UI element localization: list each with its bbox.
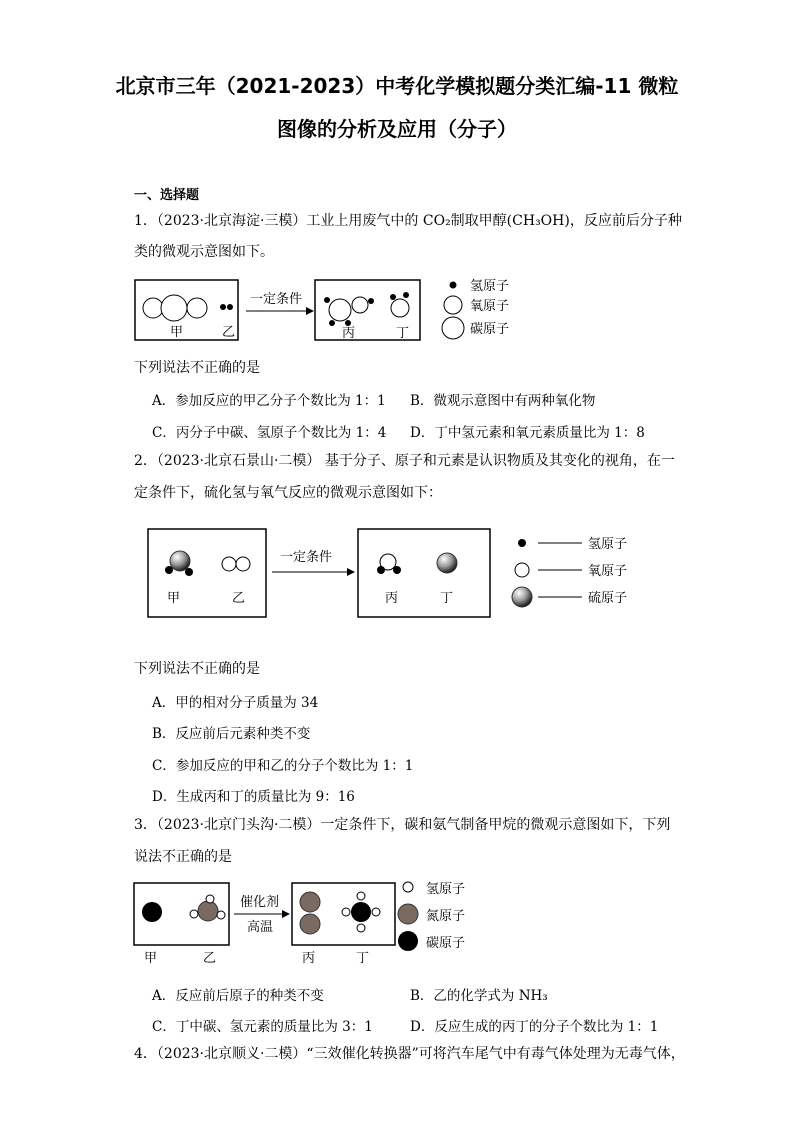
q1-option-c[interactable]: C．丙分子中碳、氢原子个数比为 1：4 — [152, 425, 387, 441]
q1-arrow-head — [306, 307, 314, 315]
q1-stem: 下列说法不正确的是 — [134, 360, 260, 376]
q3-legend-c-icon — [398, 931, 418, 951]
q3-option-d[interactable]: D．反应生成的丙丁的分子个数比为 1：1 — [410, 1019, 659, 1035]
q2-h2s-molecule — [165, 551, 193, 576]
q3-n2-molecule — [300, 892, 320, 934]
q3-option-a[interactable]: A．反应前后原子的种类不变 — [152, 988, 324, 1004]
q3-label-yi: 乙 — [203, 951, 217, 966]
q4-text-line1: 4．（2023·北京顺义·二模）“三效催化转换器”可将汽车尾气中有毒气体处理为无毒气体， — [134, 1046, 685, 1062]
q2-legend-s: 硫原子 — [588, 591, 628, 606]
q2-legend-h-icon — [518, 539, 526, 547]
q1-legend-h-icon — [450, 282, 457, 289]
q1-text-line2: 类的微观示意图如下。 — [134, 244, 274, 260]
q2-h2o-molecule — [377, 554, 401, 574]
q2-legend-h: 氢原子 — [588, 537, 628, 552]
q3-text-line1: 3．（2023·北京门头沟·二模）一定条件下，碳和氨气制备甲烷的微观示意图如下，下列 — [134, 817, 671, 833]
q3-legend-h-icon — [403, 882, 413, 892]
q1-condition: 一定条件 — [250, 292, 303, 307]
q3-option-c[interactable]: C．丁中碳、氢元素的质量比为 3：1 — [152, 1019, 373, 1035]
q2-option-c[interactable]: C．参加反应的甲和乙的分子个数比为 1：1 — [152, 758, 414, 774]
q1-legend-c-icon — [442, 317, 464, 339]
q3-legend-c: 碳原子 — [426, 936, 466, 951]
q2-label-jia: 甲 — [167, 591, 181, 606]
q3-option-b[interactable]: B．乙的化学式为 NH₃ — [410, 988, 548, 1004]
q2-option-b[interactable]: B．反应前后元素种类不变 — [152, 726, 311, 742]
q3-diagram — [130, 878, 490, 968]
q3-label-jia: 甲 — [144, 951, 158, 966]
q1-text-line1: 1．（2023·北京海淀·三模）工业上用废气中的 CO₂制取甲醇(CH₃OH)，反应前后分子种 — [134, 213, 682, 229]
q1-option-d[interactable]: D．丁中氢元素和氧元素质量比为 1：8 — [410, 425, 645, 441]
q3-text-line2: 说法不正确的是 — [134, 849, 232, 865]
q1-option-a[interactable]: A．参加反应的甲乙分子个数比为 1：1 — [152, 393, 386, 409]
q2-label-yi: 乙 — [232, 591, 246, 606]
q1-h2-molecule — [220, 304, 233, 310]
q3-heat: 高温 — [247, 920, 274, 935]
q2-diagram — [145, 525, 655, 625]
doc-title-line1: 北京市三年（2021-2023）中考化学模拟题分类汇编-11 微粒 — [115, 74, 679, 98]
q1-legend-c: 碳原子 — [470, 322, 510, 337]
q2-legend-o: 氧原子 — [588, 564, 628, 579]
q1-co2-molecule — [143, 295, 207, 321]
q1-legend-o: 氧原子 — [470, 299, 510, 314]
q2-option-a[interactable]: A．甲的相对分子质量为 34 — [152, 695, 319, 711]
q3-legend-h: 氢原子 — [426, 882, 466, 897]
q1-label-jia: 甲 — [170, 325, 184, 340]
q1-ch3oh-molecule — [324, 297, 374, 326]
q3-catalyst: 催化剂 — [240, 895, 280, 910]
q2-legend-o-icon — [515, 563, 529, 577]
q3-label-ding: 丁 — [356, 951, 370, 966]
doc-title-line2: 图像的分析及应用（分子） — [277, 117, 517, 141]
q2-after-box — [358, 529, 490, 617]
q2-text-line2: 定条件下，硫化氢与氧气反应的微观示意图如下： — [134, 485, 442, 501]
q2-condition: 一定条件 — [280, 550, 333, 565]
q3-label-bing: 丙 — [302, 951, 316, 966]
q2-label-ding: 丁 — [440, 591, 454, 606]
q1-label-bing: 丙 — [342, 326, 356, 341]
q3-ch4-molecule — [342, 892, 380, 932]
q2-sulfur-atom — [437, 553, 457, 573]
q1-label-ding: 丁 — [396, 326, 410, 341]
section-heading: 一、选择题 — [134, 188, 200, 203]
q3-carbon-atom — [142, 902, 162, 922]
q3-arrow-head — [282, 910, 290, 918]
q3-nh3-molecule — [190, 895, 225, 921]
q2-arrow-head — [347, 568, 355, 576]
q2-text-line1: 2．（2023·北京石景山·二模） 基于分子、原子和元素是认识物质及其变化的视角，在一 — [134, 453, 675, 469]
q2-legend-s-icon — [512, 587, 532, 607]
q1-legend-o-icon — [444, 296, 462, 314]
q2-stem: 下列说法不正确的是 — [134, 661, 260, 677]
q1-h2o-molecule — [390, 292, 409, 317]
q1-diagram — [130, 275, 530, 345]
q1-legend-h: 氢原子 — [470, 279, 510, 294]
q2-option-d[interactable]: D．生成丙和丁的质量比为 9：16 — [152, 789, 355, 805]
q2-o2-molecule — [222, 557, 250, 571]
q2-label-bing: 丙 — [385, 591, 399, 606]
q1-option-b[interactable]: B．微观示意图中有两种氧化物 — [410, 393, 596, 409]
q2-before-box — [148, 529, 266, 617]
q3-legend-n: 氮原子 — [426, 909, 466, 924]
q3-legend-n-icon — [398, 904, 418, 924]
q1-label-yi: 乙 — [222, 325, 236, 340]
